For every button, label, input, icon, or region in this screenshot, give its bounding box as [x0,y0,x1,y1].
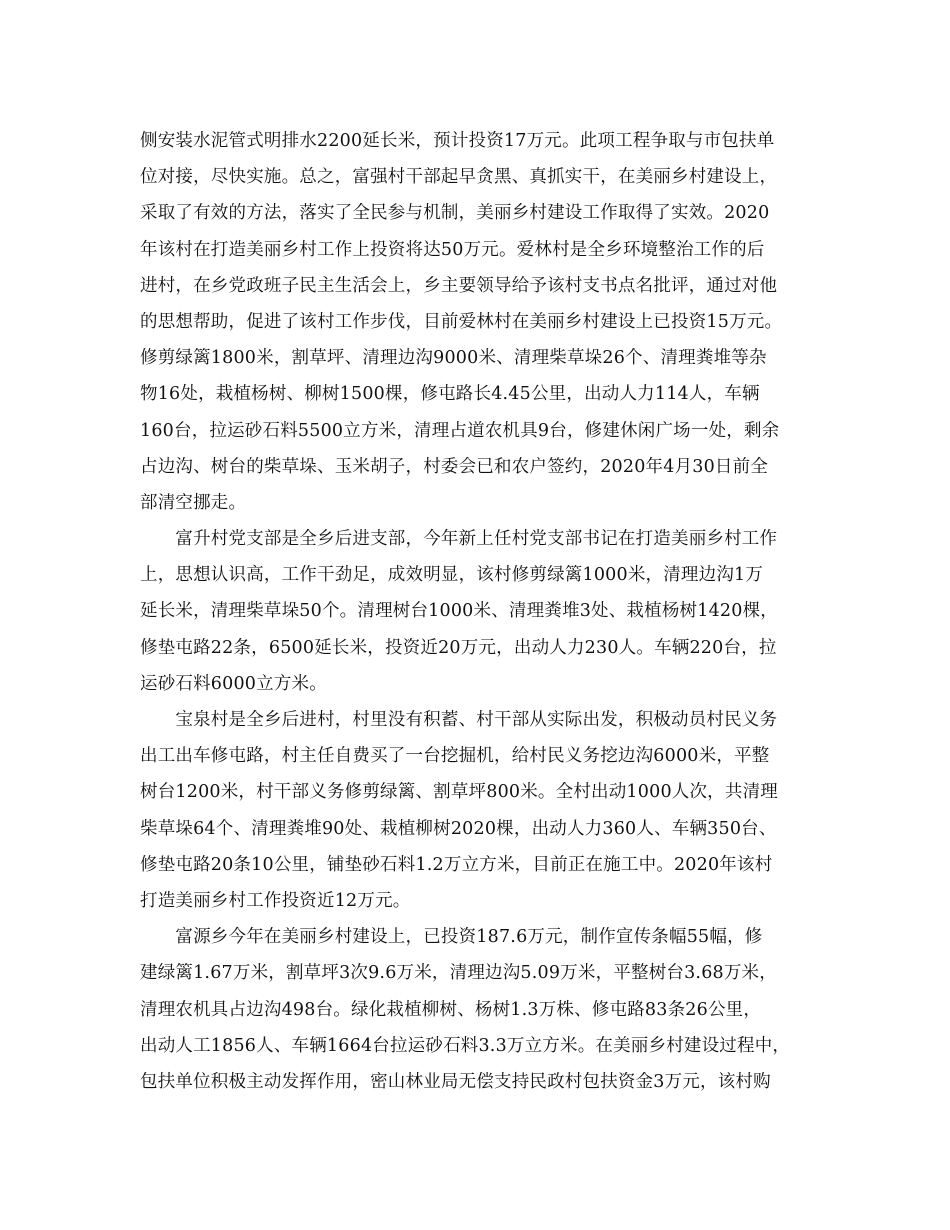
text-line: 部清空挪走。 [140,492,247,513]
text-line: 进村，在乡党政班子民主生活会上，乡主要领导给予该村支书点名批评，通过对他 [140,275,778,296]
text-line: 富升村党支部是全乡后进支部，今年新上任村党支部书记在打造美丽乡村工作 [140,529,778,550]
text-line: 修剪绿篱1800米，割草坪、清理边沟9000米、清理柴草垛26个、清理粪堆等杂 [140,348,767,369]
text-line: 出工出车修屯路，村主任自费买了一台挖掘机，给村民义务挖边沟6000米，平整 [140,746,770,767]
text-line: 160台，拉运砂石料5500立方米，清理占道农机具9台，修建休闲广场一处，剩余 [140,420,780,441]
text-line: 出动人工1856人、车辆1664台拉运砂石料3.3万立方米。在美丽乡村建设过程中， [140,1035,791,1056]
text-line: 柴草垛64个、清理粪堆90处、栽植柳树2020棵，出动人力360人、车辆350台、 [140,818,777,839]
paragraph-fusheng [140,521,830,702]
text-line: 树台1200米，村干部义务修剪绿篱、割草坪800米。全村出动1000人次，共清理 [140,782,778,803]
text-line: 延长米，清理柴草垛50个。清理树台1000米、清理粪堆3处、栽植杨树1420棵， [140,601,778,622]
text-line: 修垫屯路22条，6500延长米，投资近20万元，出动人力230人。车辆220台，拉 [140,637,777,658]
document-body [140,123,830,1100]
text-line: 运砂石料6000立方米。 [140,673,327,694]
text-line: 上，思想认识高，工作干劲足，成效明显，该村修剪绿篱1000米，清理边沟1万 [140,565,764,586]
text-line: 清理农机具占边沟498台。绿化栽植柳树、杨树1.3万株、修屯路83条26公里， [140,999,762,1020]
paragraph-fuqiang-ailin [140,123,830,521]
text-line: 侧安装水泥管式明排水2200延长米，预计投资17万元。此项工程争取与市包扶单 [140,131,775,151]
text-line: 包扶单位积极主动发挥作用，密山林业局无偿支持民政村包扶资金3万元，该村购 [140,1071,771,1092]
text-line: 富源乡今年在美丽乡村建设上，已投资187.6万元，制作宣传条幅55幅，修 [140,927,763,948]
text-line: 年该村在打造美丽乡村工作上投资将达50万元。爱林村是全乡环境整治工作的后 [140,239,765,260]
paragraph-baoquan [140,702,830,919]
text-line: 采取了有效的方法，落实了全民参与机制，美丽乡村建设工作取得了实效。2020 [140,203,770,224]
text-line: 位对接，尽快实施。总之，富强村干部起早贪黑、真抓实干，在美丽乡村建设上， [140,167,778,188]
text-line: 修垫屯路20条10公里，铺垫砂石料1.2万立方米，目前正在施工中。2020年该村 [140,854,773,875]
text-line: 物16处，栽植杨树、柳树1500棵，修屯路长4.45公里，出动人力114人，车辆 [140,384,760,405]
text-line: 的思想帮助，促进了该村工作步伐，目前爱林村在美丽乡村建设上已投资15万元。 [140,311,783,332]
text-line: 建绿篱1.67万米，割草坪3次9.6万米，清理边沟5.09万米，平整树台3.68万米， [140,963,777,984]
text-line: 占边沟、树台的柴草垛、玉米胡子，村委会已和农户签约，2020年4月30日前全 [140,456,769,477]
text-line: 宝泉村是全乡后进村，村里没有积蓄、村干部从实际出发，积极动员村民义务 [140,710,778,730]
paragraph-fuyuan [140,919,830,1100]
text-line: 打造美丽乡村工作投资近12万元。 [140,890,411,911]
